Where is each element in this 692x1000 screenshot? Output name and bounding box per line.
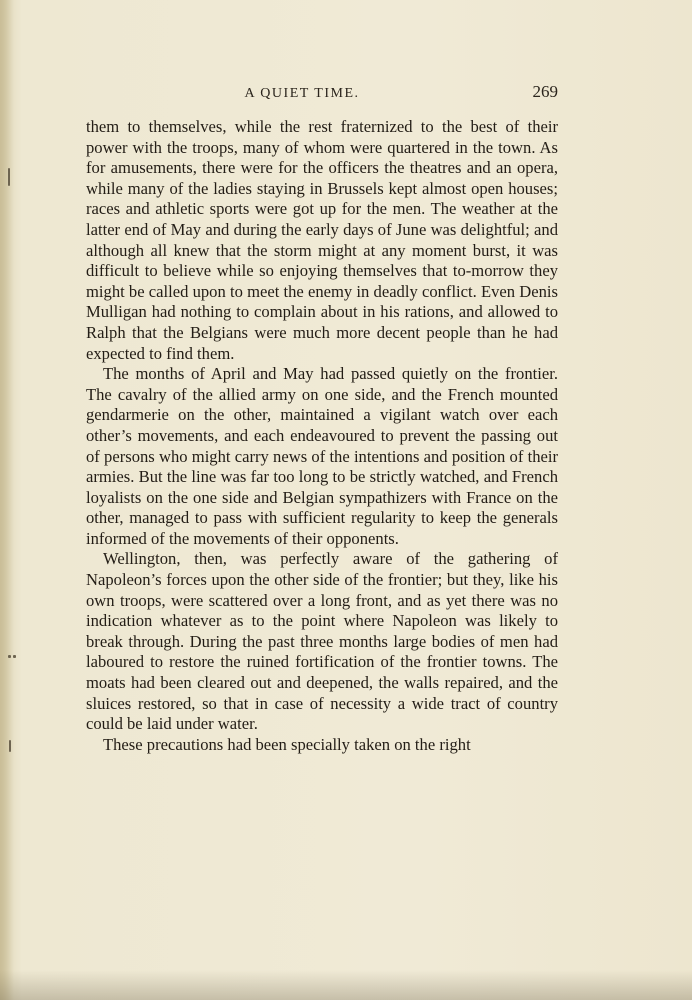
margin-speck	[13, 655, 16, 658]
spine-shadow	[0, 0, 14, 1000]
running-head: A QUIET TIME.	[244, 86, 360, 101]
body-text	[86, 117, 558, 755]
paragraph: These precautions had been specially taken on the right	[103, 734, 471, 754]
margin-speck	[8, 168, 10, 186]
paragraph: them to themselves, while the rest fraternized to the best of their power with the troops, many of whom were quartered in the town. As for amusements, there were for the officers the theatres and an opera, while many of the ladies staying in Brussels kept almost open houses; races and athletic sports were got up for the men. The weather at the latter end of May and during the early days of June was delightful; and although all knew that the storm might at any moment burst, it was difficult to believe while so enjoying themselves that to-morrow they might be called upon to meet the enemy in deadly conflict. Even Denis Mulligan had nothing to complain about in his rations, and allowed to Ralph that the Belgians were much more decent people than he had expected to find them.	[86, 117, 558, 363]
margin-speck	[9, 740, 11, 752]
paragraph: Wellington, then, was perfectly aware of the gathering of Napoleon’s forces upon the other side of the frontier; but they, like his own troops, were scattered over a long front, and as yet there was no indication whatever as to the point where Napoleon was likely to break through. During the past three months large bodies of men had laboured to restore the ruined fortification of the frontier towns. The moats had been cleared out and deepened, the walls repaired, and the sluices restored, so that in case of necessity a wide tract of country could be laid under water.	[86, 549, 558, 734]
bottom-shade	[0, 970, 692, 1000]
page-header	[86, 82, 558, 106]
page-number: 269	[532, 82, 558, 101]
margin-speck	[8, 655, 11, 658]
paragraph: The months of April and May had passed quietly on the frontier. The cavalry of the allied army on one side, and the French mounted gendarmerie on the other, maintained a vigilant watch over each other’s movements, and each endeavoured to prevent the passing out of persons who might carry news of the intentions and position of their armies. But the line was far too long to be strictly watched, and French loyalists on the one side and Belgian sympathizers with France on the other, managed to pass with sufficient regularity to keep the generals informed of the movements of their opponents.	[86, 364, 558, 548]
